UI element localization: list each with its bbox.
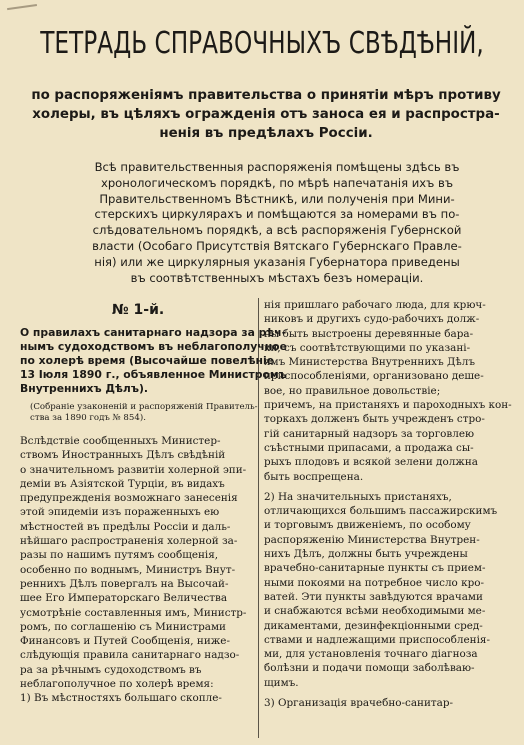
body-line: 3) Организація врачебно-санитар- <box>264 697 453 710</box>
body-line: слѣдующія правила санитарнаго надзо- <box>20 649 240 662</box>
body-line: нѣйшаго распространенія холерной за- <box>20 535 238 548</box>
intro-line: Правительственномъ Вѣстникѣ, или полученія при Мини- <box>99 191 455 206</box>
body-line: особенно по воднымъ, Министръ Внут- <box>20 563 236 576</box>
right-body-text-3 <box>264 696 516 710</box>
body-line: предупрежденія возможнаго занесенія <box>20 492 238 505</box>
body-line: съѣстными припасами, а продажа сы- <box>264 441 474 454</box>
source-note <box>20 402 256 424</box>
body-line: усмотрѣніе составленныя имъ, Министр- <box>20 606 247 619</box>
body-line: ствомъ Иностранныхъ Дѣлъ свѣдѣній <box>20 449 226 462</box>
note-line: ства за 1890 годъ № 854). <box>30 413 146 423</box>
heading-line: Внутреннихъ Дѣлъ). <box>20 382 148 395</box>
body-line: ки, съ соотвѣтствующими по указані- <box>264 341 471 354</box>
heading-line: 13 Іюля 1890 г., объявленное Министромъ <box>20 368 287 381</box>
body-line: и торговымъ движеніемъ, по особому <box>264 519 471 532</box>
body-line: быть воспрещена. <box>264 470 364 483</box>
body-line: болѣзни и подачи помощи заболѣваю- <box>264 662 475 675</box>
body-line: ствами и надлежащими приспособленія- <box>264 633 490 646</box>
body-line: ромъ, по соглашенію съ Министрами <box>20 620 226 633</box>
body-line: распоряженію Министерства Внутрен- <box>264 533 480 546</box>
section-heading <box>20 326 287 396</box>
intro-paragraph <box>70 160 484 286</box>
body-line: ными покоями на потребное число кро- <box>264 576 485 589</box>
body-line: ми, для установленія точнаго діагноза <box>264 648 478 661</box>
body-line: никовъ и другихъ судо-рабочихъ долж- <box>264 313 480 326</box>
right-column <box>264 298 516 710</box>
body-line: реннихъ Дѣлъ повергалъ на Высочай- <box>20 577 229 590</box>
note-line: (Собраніе узаконеній и распоряженій Правитель- <box>30 402 258 412</box>
body-line: нихъ Дѣлъ, должны быть учреждены <box>264 548 468 561</box>
heading-line: О правилахъ санитарнаго надзора за рѣч- <box>20 326 287 339</box>
intro-line: нія) или же циркулярныя указанія Губернатора приведены <box>94 254 460 269</box>
body-line: мѣстностей въ предѣлы Россіи и даль- <box>20 520 231 533</box>
body-line: нія пришлаго рабочаго люда, для крюч- <box>264 299 486 311</box>
intro-line: стерскихъ циркулярахъ и помѣщаются за номерами въ по- <box>94 207 460 222</box>
body-line: дикаментами, дезинфекціонными сред- <box>264 619 483 632</box>
body-line: разы по нашимъ путямъ сообщенія, <box>20 549 219 562</box>
body-line: о значительномъ развитіи холерной эпи- <box>20 463 247 476</box>
body-line: ямъ Министерства Внутреннихъ Дѣлъ <box>264 356 475 369</box>
intro-line: хронологическомъ порядкѣ, по мѣрѣ напечатанія ихъ въ <box>100 175 454 190</box>
pencil-mark <box>7 4 39 24</box>
body-line: отличающихся большимъ пассажирскимъ <box>264 505 498 518</box>
body-line: рыхъ плодовъ и всякой зелени должна <box>264 456 478 469</box>
intro-line: власти (Особаго Присутствія Вятскаго Губернскаго Правле- <box>92 238 462 253</box>
body-line: Вслѣдствіе сообщенныхъ Министер- <box>20 435 221 447</box>
document-number: № 1-й. <box>111 302 165 318</box>
heading-line: нымъ судоходствомъ въ неблагополучное <box>20 340 287 353</box>
intro-line: въ соотвѣтственныхъ мѣстахъ безъ номераціи. <box>130 270 424 285</box>
body-line: шее Его Императорскаго Величества <box>20 592 228 605</box>
intro-line: Всѣ правительственныя распоряженія помѣщены здѣсь въ <box>94 160 460 174</box>
body-line: 2) На значительныхъ пристаняхъ, <box>264 490 452 503</box>
body-line: неблагополучное по холерѣ время: <box>20 678 214 691</box>
body-line: врачебно-санитарные пункты съ прием- <box>264 562 486 575</box>
subtitle-line: по распоряженіямъ правительства о принятіи мѣръ противу <box>31 88 501 103</box>
heading-line: по холерѣ время (Высочайше повелѣніе <box>20 354 275 367</box>
subtitle-line: холеры, въ цѣляхъ огражденія отъ заноса ея и распростра- <box>32 107 500 122</box>
subtitle-line: ненія въ предѣлахъ Россіи. <box>159 126 373 141</box>
body-line: вое, но правильное довольствіе; <box>264 384 441 397</box>
body-line: Финансовъ и Путей Сообщенія, нижe- <box>20 635 230 648</box>
body-line: причемъ, на пристаняхъ и пароходныхъ кон- <box>264 399 512 412</box>
intro-line: слѣдовательномъ порядкѣ, а всѣ распоряженія Губернской <box>92 223 462 238</box>
body-line: и снабжаются всѣми необходимыми ме- <box>264 605 486 618</box>
body-line: гій санитарный надзоръ за торговлею <box>264 427 475 440</box>
body-line: этой эпидеміи изъ пораженныхъ ею <box>20 506 220 519</box>
body-line: ватей. Эти пункты завѣдуются врачами <box>264 590 483 603</box>
left-body-text <box>20 434 256 706</box>
body-line: приспособленіями, организовано деше- <box>264 370 484 383</box>
body-line: ны быть выстроены деревянные бара- <box>264 327 474 340</box>
body-line: деміи въ Азіятской Турціи, въ видахъ <box>20 477 225 490</box>
body-line: торкахъ долженъ быть учрежденъ стро- <box>264 413 485 426</box>
body-line: 1) Въ мѣстностяхъ большаго скопле- <box>20 692 222 705</box>
right-body-text-2 <box>264 490 516 690</box>
page-title: ТЕТРАДЬ СПРАВОЧНЫХЪ СВѢДѢНІЙ, <box>40 26 484 61</box>
body-line: щимъ. <box>264 676 299 689</box>
page-subtitle <box>28 86 504 143</box>
right-body-text-1 <box>264 298 516 484</box>
body-line: ра за рѣчнымъ судоходствомъ въ <box>20 663 202 676</box>
